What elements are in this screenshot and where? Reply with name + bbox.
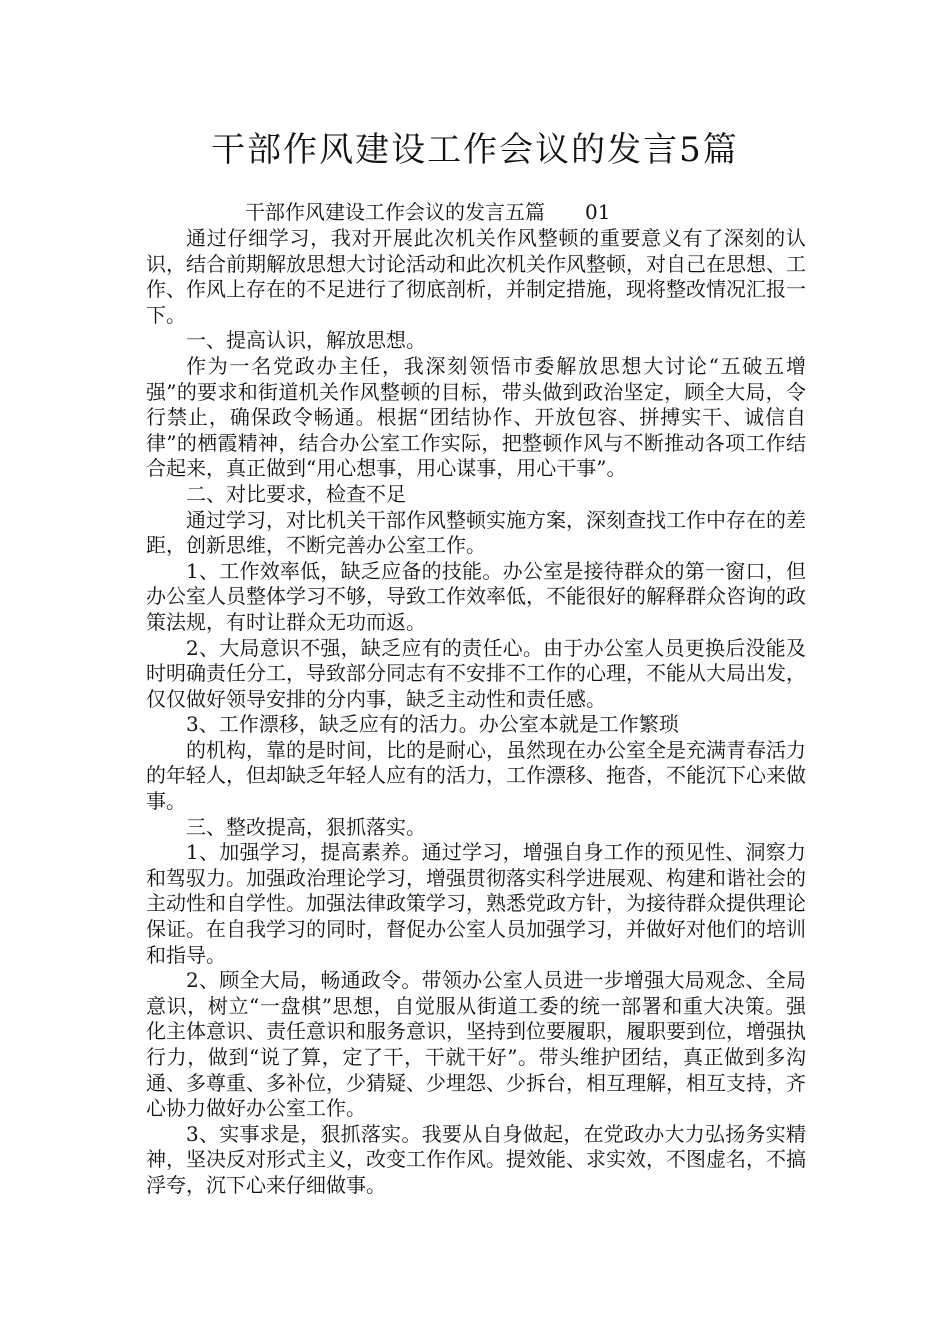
document-body (146, 226, 806, 1199)
document-title: 干部作风建设工作会议的发言5篇 (211, 130, 739, 170)
section-heading-3: 三、整改提高，狠抓落实。 (186, 814, 426, 839)
paragraph: 的机构，靠的是时间，比的是耐心，虽然现在办公室全是充满青春活力的年轻人，但却缺乏年轻人应有的活力，工作漂移、拖沓，不能沉下心来做事。 (146, 737, 806, 814)
paragraph: 通过学习，对比机关干部作风整顿实施方案，深刻查找工作中存在的差距，创新思维，不断完善办公室工作。 (146, 507, 806, 558)
document-subtitle: 干部作风建设工作会议的发言五篇 01 (245, 200, 611, 224)
paragraph: 2、顾全大局，畅通政令。带领办公室人员进一步增强大局观念、全局意识，树立“一盘棋”思想，自觉服从街道工委的统一部署和重大决策。强化主体意识、责任意识和服务意识，坚持到位要履职，履职要到位，增强执行力，做到“说了算，定了干，干就干好”。带头维护团结，真正做到多沟通、多尊重、多补位，少猜疑、少埋怨、少拆台，相互理解，相互支持，齐心协力做好办公室工作。 (146, 968, 806, 1121)
paragraph: 3、实事求是，狠抓落实。我要从自身做起，在党政办大力弘扬务实精神，坚决反对形式主义，改变工作作风。提效能、求实效，不图虚名，不搞浮夸，沉下心来仔细做事。 (146, 1121, 806, 1197)
section-heading-1: 一、提高认识，解放思想。 (186, 328, 426, 353)
paragraph: 作为一名党政办主任，我深刻领悟市委解放思想大讨论“五破五增强”的要求和街道机关作风整顿的目标，带头做到政治坚定，顾全大局，令行禁止，确保政令畅通。根据“团结协作、开放包容、拼搏实干、诚信自律”的栖霞精神，结合办公室工作实际，把整顿作风与不断推动各项工作结合起来，真正做到“用心想事，用心谋事，用心干事”。 (146, 353, 806, 481)
paragraph: 1、加强学习，提高素养。通过学习，增强自身工作的预见性、洞察力和驾驭力。加强政治理论学习，增强贯彻落实科学进展观、构建和谐社会的主动性和自学性。加强法律政策学习，熟悉党政方针，为接待群众提供理论保证。在自我学习的同时，督促办公室人员加强学习，并做好对他们的培训和指导。 (146, 840, 806, 967)
paragraph-intro: 通过仔细学习，我对开展此次机关作风整顿的重要意义有了深刻的认识，结合前期解放思想大讨论活动和此次机关作风整顿，对自己在思想、工作、作风上存在的不足进行了彻底剖析，并制定措施，现将整改情况汇报一下。 (146, 226, 806, 327)
paragraph: 3、工作漂移，缺乏应有的活力。办公室本就是工作繁琐 (186, 712, 679, 737)
paragraph: 2、大局意识不强，缺乏应有的责任心。由于办公室人员更换后没能及时明确责任分工，导致部分同志有不安排不工作的心理，不能从大局出发，仅仅做好领导安排的分内事，缺乏主动性和责任感。 (146, 635, 806, 711)
section-heading-2: 二、对比要求，检查不足 (186, 481, 406, 506)
paragraph: 1、工作效率低，缺乏应备的技能。办公室是接待群众的第一窗口，但办公室人员整体学习不够，导致工作效率低，不能很好的解释群众咨询的政策法规，有时让群众无功而返。 (146, 558, 806, 634)
